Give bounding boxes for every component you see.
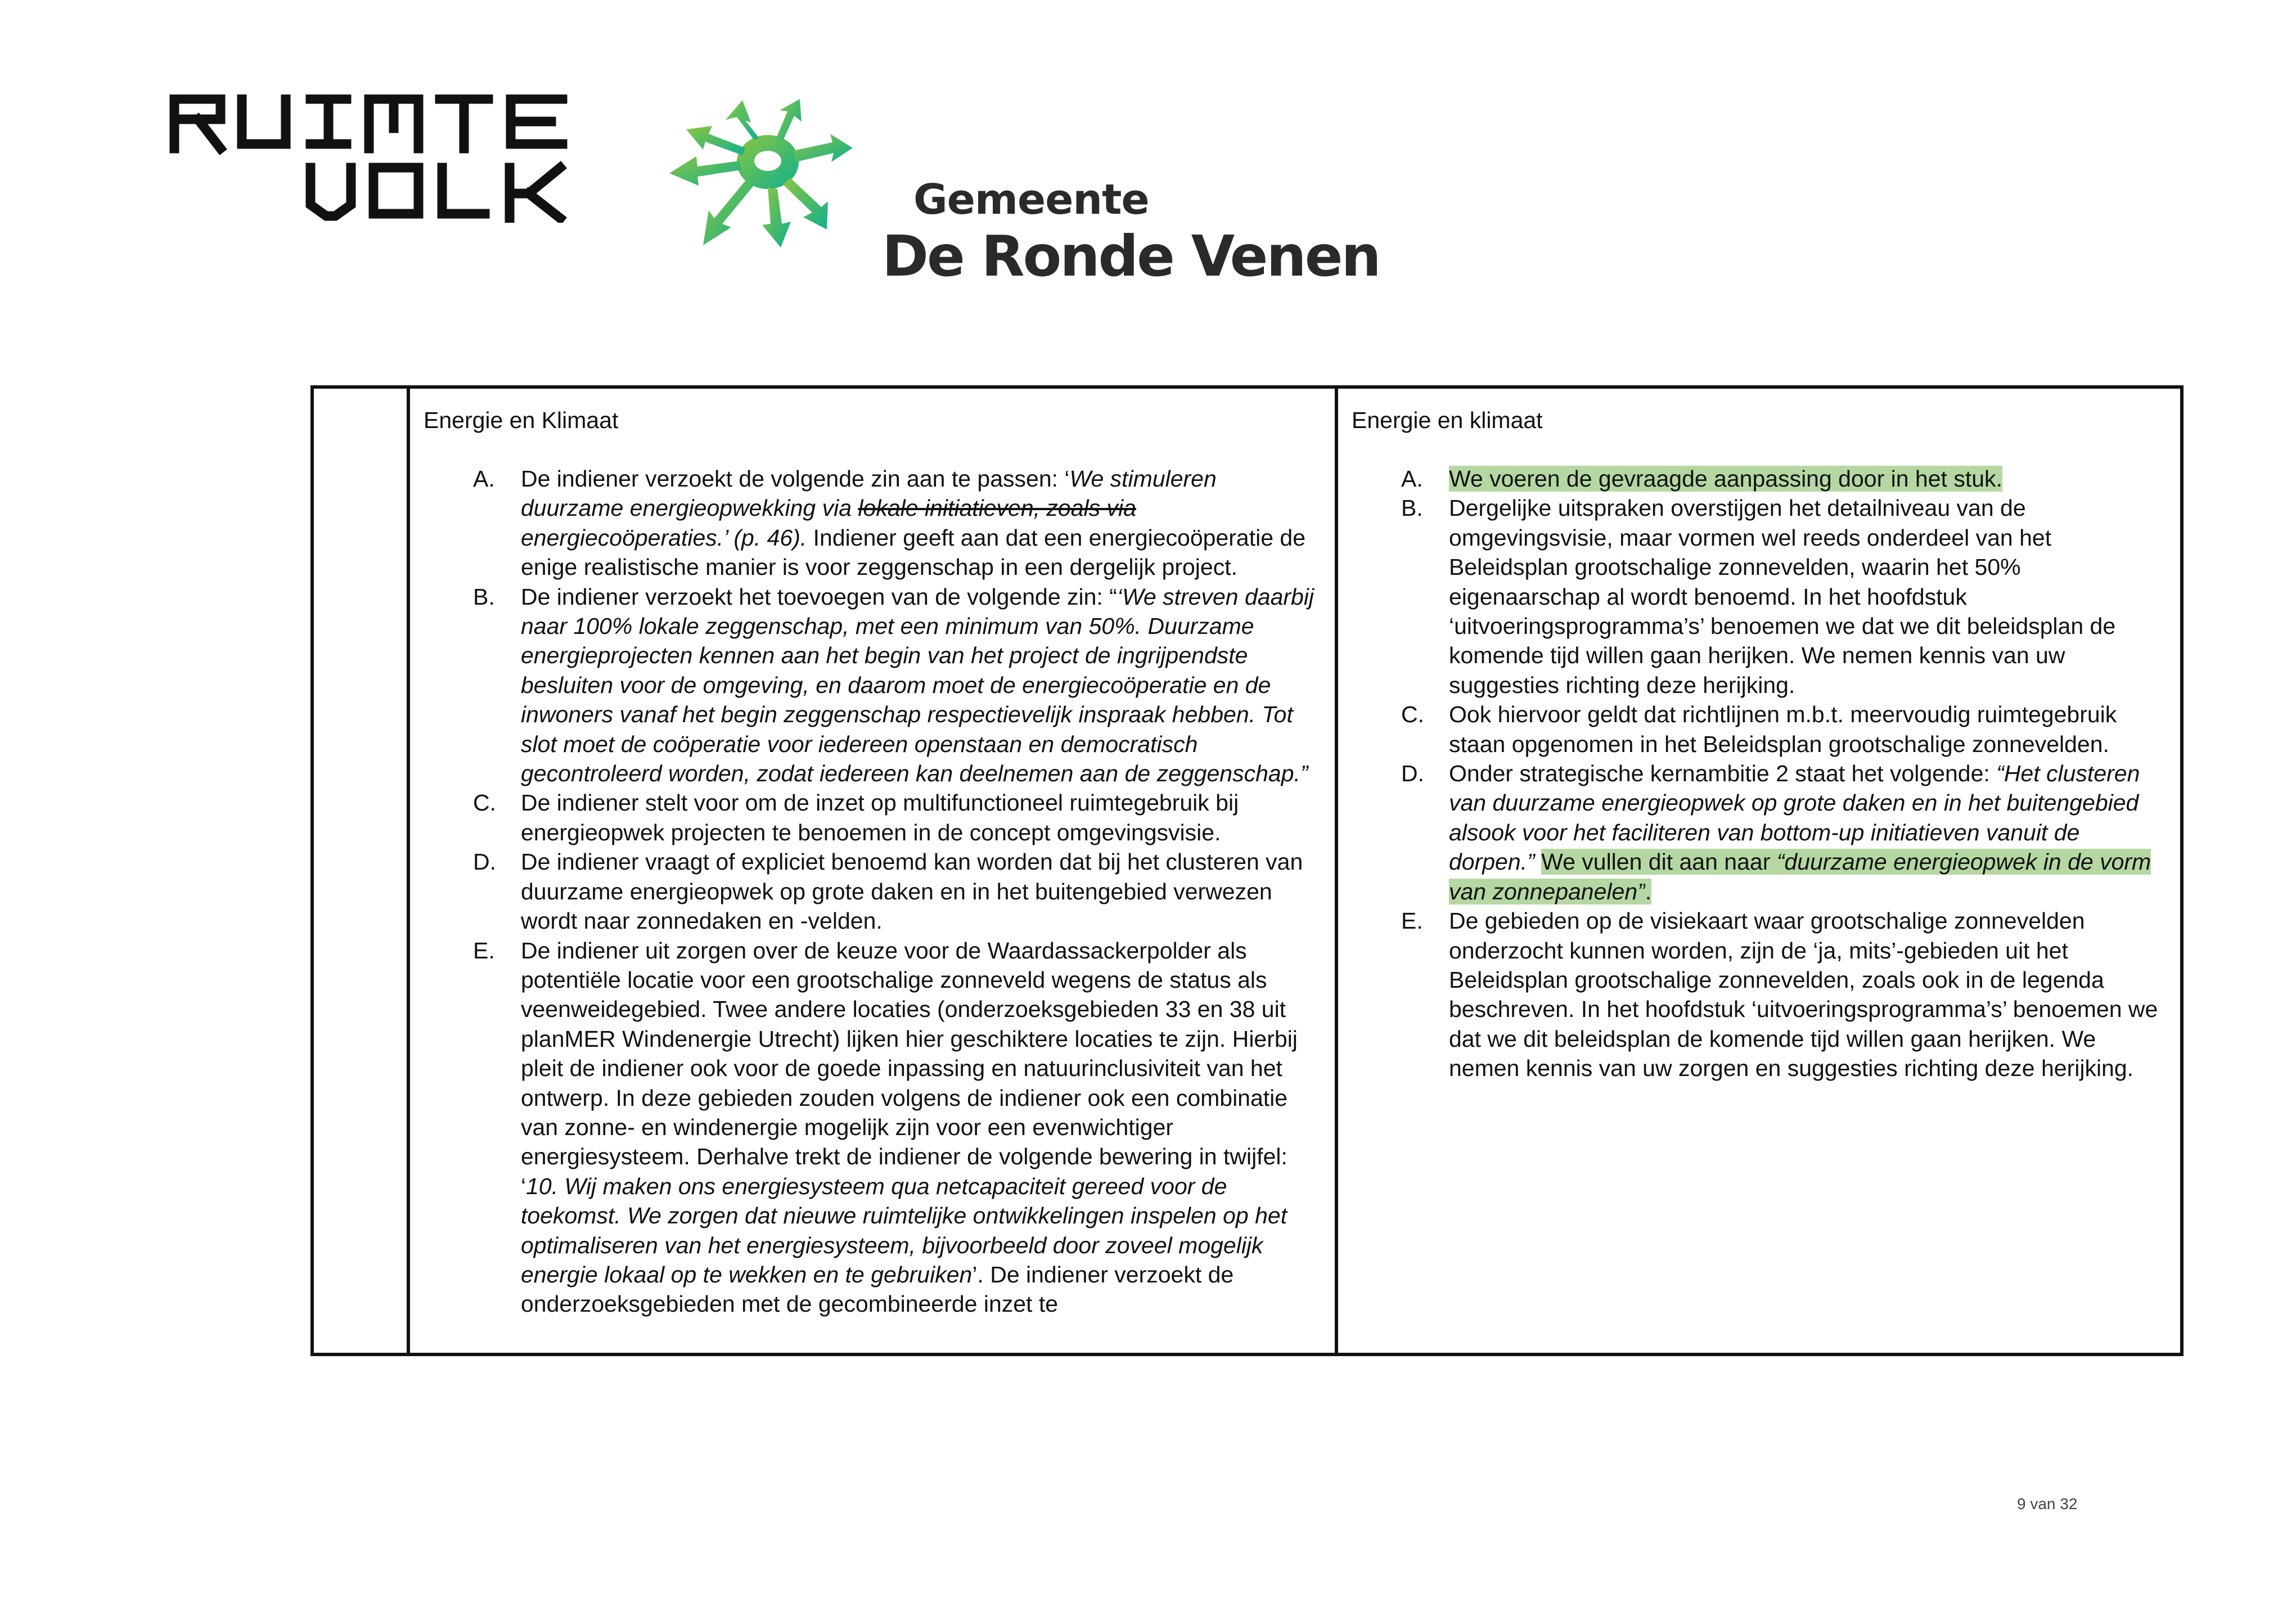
- text-run: ’. De indiener verzoekt de onderzoeksgebieden met de gecombineerde inzet te: [521, 1261, 1234, 1317]
- text-run: De indiener verzoekt het toevoegen van de volgende zin: “: [521, 583, 1117, 610]
- text-run: [1535, 849, 1541, 875]
- left-item: [424, 788, 1321, 847]
- text-run: De indiener stelt voor om de inzet op multifunctioneel ruimtegebruik bij energieopwek projecten te benoemen in de concept omgevingsvisie.: [521, 790, 1239, 845]
- text-run: De indiener verzoekt de volgende zin aan te passen: ‘: [521, 466, 1070, 492]
- text-run: De indiener vraagt of expliciet benoemd kan worden dat bij het clusteren van duurzame energieopwek op grote daken en in het buitengebied verwezen wordt naar zonnedaken en -velden.: [521, 849, 1303, 934]
- page-number: 9 van 32: [2017, 1495, 2078, 1513]
- text-run: “Het clusteren van duurzame energieopwek op grote daken en in het buitengebied alsook voor het faciliteren van bottom-up initiatieven vanuit de dorpen.”: [1449, 760, 2140, 875]
- row-number-cell: [314, 389, 410, 1353]
- submission-cell: [410, 389, 1338, 1353]
- submission-list: [424, 464, 1321, 1319]
- text-run: Indiener geeft aan dat een energiecoöperatie de enige realistische manier is voor zeggenschap in een dergelijk project.: [521, 524, 1306, 580]
- list-marker: E.: [473, 937, 495, 964]
- gemeente-logo-text: [882, 175, 1380, 289]
- ruimtevolk-logo: [169, 94, 568, 223]
- list-marker: C.: [473, 790, 496, 816]
- left-item: [424, 847, 1321, 935]
- gemeente-name: De Ronde Venen: [882, 223, 1380, 289]
- right-item: [1352, 464, 2167, 493]
- text-run: We stimuleren duurzame energieopwekking via: [521, 466, 1217, 521]
- list-marker: A.: [473, 466, 495, 492]
- highlighted-text: “duurzame energieopwek in de vorm van zonnepanelen”: [1449, 849, 2151, 904]
- text-run: Ook hiervoor geldt dat richtlijnen m.b.t. meervoudig ruimtegebruik staan opgenomen in het Beleidsplan grootschalige zonnevelden.: [1449, 701, 2117, 757]
- response-cell: [1338, 389, 2180, 1353]
- right-item: [1352, 759, 2167, 906]
- highlighted-text: We voeren de gevraagde aanpassing door in het stuk.: [1449, 466, 2002, 492]
- left-item: [424, 464, 1321, 582]
- text-run: ‘We streven daarbij naar 100% lokale zeggenschap, met een minimum van 50%. Duurzame energieprojecten kennen aan het begin van het project de ingrijpendste besluiten voor de omgeving, en daarom moet de energiecoöperatie en de inwoners vanaf het begin zeggenschap respectievelijk inspraak hebben. Tot slot moet de coöperatie voor iedereen openstaan en democratisch gecontroleerd worden, zodat iedereen kan deelnemen aan de zeggenschap.”: [521, 583, 1314, 787]
- gemeente-label: Gemeente: [913, 175, 1149, 224]
- list-marker: B.: [473, 583, 495, 610]
- right-item: [1352, 906, 2167, 1083]
- list-marker: C.: [1401, 701, 1424, 728]
- list-marker: D.: [1401, 760, 1424, 787]
- submission-title: Energie en Klimaat: [424, 407, 619, 433]
- response-title: Energie en klimaat: [1352, 407, 1543, 433]
- text-run: 10. Wij maken ons energiesysteem qua netcapaciteit gereed voor de toekomst. We zorgen dat nieuwe ruimtelijke ontwikkelingen inspelen op het optimaliseren van het energiesysteem, bijvoorbeeld door zoveel mogelijk energie lokaal op te wekken en te gebruiken: [521, 1173, 1287, 1288]
- right-item: [1352, 493, 2167, 700]
- text-run: energiecoöperaties.’ (p. 46).: [521, 524, 807, 551]
- left-item: [424, 582, 1321, 789]
- list-marker: B.: [1401, 495, 1423, 521]
- response-list: [1352, 464, 2167, 1083]
- highlighted-text: We vullen dit aan naar: [1541, 849, 1777, 875]
- text-run: De indiener uit zorgen over de keuze voor de Waardassackerpolder als potentiële locatie voor een grootschalige zonneveld wegens de status als veenweidegebied. Twee andere locaties (onderzoeksgebieden 33 en 38 uit planMER Windenergie Utrecht) lijken hier geschiktere locaties te zijn. Hierbij pleit de indiener ook voor de goede inpassing en natuurinclusiviteit van het ontwerp. In deze gebieden zouden volgens de indiener ook een combinatie van zonne- en windenergie mogelijk zijn voor een evenwichtiger energiesysteem. Derhalve trekt de indiener de volgende bewering in twijfel: ‘: [521, 937, 1298, 1199]
- left-item: [424, 936, 1321, 1319]
- star-arrows-icon: [652, 94, 889, 263]
- list-marker: A.: [1401, 466, 1423, 492]
- text-run: De gebieden op de visiekaart waar grootschalige zonnevelden onderzocht kunnen worden, zijn de ‘ja, mits’-gebieden uit het Beleidsplan grootschalige zonnevelden, zoals ook in de legenda beschreven. In het hoofdstuk ‘uitvoeringsprogramma’s’ benoemen we dat we dit beleidsplan de komende tijd willen gaan herijken. We nemen kennis van uw zorgen en suggesties richting deze herijking.: [1449, 908, 2158, 1082]
- right-item: [1352, 700, 2167, 759]
- struck-text: lokale initiatieven, zoals via: [858, 495, 1136, 521]
- comments-table: [310, 385, 2184, 1356]
- text-run: Dergelijke uitspraken overstijgen het detailniveau van de omgevingsvisie, maar vormen wel reeds onderdeel van het Beleidsplan grootschalige zonnevelden, waarin het 50% eigenaarschap al wordt benoemd. In het hoofdstuk ‘uitvoeringsprogramma’s’ benoemen we dat we dit beleidsplan de komende tijd willen gaan herijken. We nemen kennis van uw suggesties richting deze herijking.: [1449, 495, 2116, 698]
- text-run: Onder strategische kernambitie 2 staat het volgende:: [1449, 760, 1997, 787]
- list-marker: E.: [1401, 908, 1423, 934]
- list-marker: D.: [473, 849, 496, 875]
- highlighted-text: .: [1645, 878, 1652, 904]
